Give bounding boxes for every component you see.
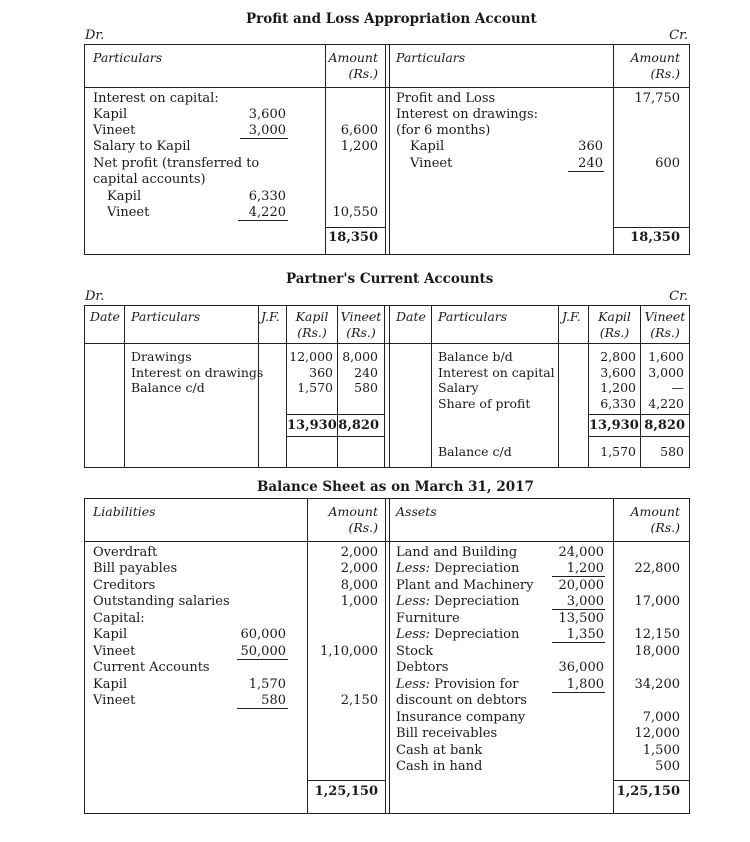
bs-dep-label: Depreciation xyxy=(434,627,520,642)
pl-title: Profit and Loss Appropriation Account xyxy=(246,11,537,27)
pl-vineet-np-label: Vineet xyxy=(107,205,150,220)
pc-v-6 xyxy=(389,305,390,467)
pc-right-kapil-rs: (Rs.) xyxy=(599,325,630,340)
bs-vineet-capital: 50,000 xyxy=(240,644,286,659)
bs-capital-total: 1,10,000 xyxy=(320,644,378,659)
bs-left-total: 1,25,150 xyxy=(314,784,378,799)
pl-dr-label: Dr. xyxy=(85,28,105,43)
pl-left-rs-header: (Rs.) xyxy=(348,66,378,81)
bs-plant-dep-underline xyxy=(552,609,605,610)
pl-interest-total: 6,600 xyxy=(340,123,378,138)
bs-bills-payable-label: Bill payables xyxy=(93,561,178,576)
pc-right-row-vineet: 3,000 xyxy=(648,365,684,380)
bs-insurance-label: Insurance company xyxy=(396,710,526,725)
pc-left-row-vineet: 8,000 xyxy=(342,349,378,364)
pc-left-row-vineet: 580 xyxy=(354,380,378,395)
bs-furniture-net: 12,150 xyxy=(634,627,680,642)
pc-right-jf-header: J.F. xyxy=(562,309,581,324)
bs-capital-label: Capital: xyxy=(93,611,145,626)
pl-right-total: 18,350 xyxy=(630,230,680,245)
bs-kapil-current: 1,570 xyxy=(248,677,286,692)
pc-right-row-vineet: 4,220 xyxy=(648,396,684,411)
pl-vineet-np: 4,220 xyxy=(248,205,286,220)
bs-vineet-capital-underline xyxy=(237,659,288,660)
bs-land-dep-amount: 1,200 xyxy=(566,561,604,576)
pc-right-balance-label: Balance c/d xyxy=(438,444,512,459)
bs-current-total: 2,150 xyxy=(340,693,378,708)
bs-debtors-amount: 36,000 xyxy=(558,660,604,675)
pc-right-row-label: Interest on capital xyxy=(438,365,555,380)
pc-left-particulars-header: Particulars xyxy=(131,309,201,324)
bs-kapil-capital-label: Kapil xyxy=(93,627,128,642)
pl-left-amount-header: Amount xyxy=(328,50,378,65)
pc-header-rule xyxy=(84,343,690,344)
pl-mid-line xyxy=(385,44,386,254)
pl-bottom-rule xyxy=(84,254,690,255)
pl-kapil-np: 6,330 xyxy=(248,189,286,204)
bs-plant-net: 17,000 xyxy=(634,594,680,609)
pc-right-row-vineet: 1,600 xyxy=(648,349,684,364)
pl-header-rule xyxy=(84,87,690,88)
pc-right-vineet-header: Vineet xyxy=(644,309,686,324)
bs-plant-dep-amount: 3,000 xyxy=(566,594,604,609)
pl-kapil-interest: 3,600 xyxy=(248,107,286,122)
bs-bills-receivable-label: Bill receivables xyxy=(396,726,498,741)
pc-right-row-kapil: 1,200 xyxy=(600,380,636,395)
pc-right-kapil-header: Kapil xyxy=(598,309,631,324)
bs-outstanding-amount: 1,000 xyxy=(340,594,378,609)
bs-left-total-top xyxy=(307,780,386,781)
pl-net-profit-label: Net profit (transferred to xyxy=(93,156,260,171)
pc-v-7 xyxy=(431,305,432,467)
pc-right-row-label: Salary xyxy=(438,380,479,395)
bs-plant-dep-label xyxy=(396,594,519,610)
bs-debtors-label: Debtors xyxy=(396,660,449,675)
bs-dep-label: Depreciation xyxy=(434,594,520,609)
bs-vineet-capital-label: Vineet xyxy=(93,644,136,659)
pl-net-profit-label-2: capital accounts) xyxy=(93,172,206,187)
pl-left-particulars-header: Particulars xyxy=(93,50,163,65)
pl-int-drawings-label: Interest on drawings: xyxy=(396,107,539,122)
bs-left-rs-header: (Rs.) xyxy=(348,520,378,535)
pl-left-total-top xyxy=(325,227,386,228)
bs-creditors-amount: 8,000 xyxy=(340,578,378,593)
bs-cash-hand-label: Cash in hand xyxy=(396,759,483,774)
bs-outstanding-label: Outstanding salaries xyxy=(93,594,230,609)
pc-bottom-rule xyxy=(84,467,690,468)
pc-v-1 xyxy=(124,305,125,467)
bs-provision-label xyxy=(396,677,519,693)
bs-left-amount-header: Amount xyxy=(328,504,378,519)
pl-kapil-np-label: Kapil xyxy=(107,189,142,204)
pc-title: Partner's Current Accounts xyxy=(286,271,494,287)
pc-left-vineet-rs: (Rs.) xyxy=(346,325,376,340)
bs-left-border xyxy=(84,498,85,813)
pc-right-total-vineet: 8,820 xyxy=(644,418,685,433)
pc-right-balance-vineet: 580 xyxy=(660,444,684,459)
bs-header-rule xyxy=(84,541,690,542)
bs-bottom-rule xyxy=(84,813,690,814)
pc-left-jf-header: J.F. xyxy=(261,309,280,324)
pc-right-balance-kapil: 1,570 xyxy=(600,444,636,459)
pl-right-kapil-amount: 360 xyxy=(578,139,603,154)
bs-vineet-current: 580 xyxy=(261,693,286,708)
bs-furniture-dep-amount: 1,350 xyxy=(566,627,604,642)
pc-right-row-kapil: 2,800 xyxy=(600,349,636,364)
pc-left-date-header: Date xyxy=(90,309,120,324)
bs-right-amount-header: Amount xyxy=(630,504,680,519)
pc-right-row-vineet: — xyxy=(671,380,684,395)
pc-right-row-label: Balance b/d xyxy=(438,349,513,364)
pl-profit-loss-label: Profit and Loss xyxy=(396,91,496,106)
pl-right-vineet-amount: 240 xyxy=(578,156,603,171)
bs-provision-text: Provision for xyxy=(434,677,519,692)
pc-v-11 xyxy=(689,305,690,467)
pc-left-kapil-rs: (Rs.) xyxy=(297,325,327,340)
bs-mid-line xyxy=(385,498,386,813)
bs-overdraft-label: Overdraft xyxy=(93,545,158,560)
pc-left-vineet-header: Vineet xyxy=(340,309,382,324)
pc-right-total-bottom xyxy=(588,436,690,437)
pl-top-rule xyxy=(84,44,690,45)
bs-cash-bank-label: Cash at bank xyxy=(396,743,483,758)
pl-kapil-label: Kapil xyxy=(93,107,128,122)
pl-np-total: 10,550 xyxy=(332,205,378,220)
pl-right-rs-header: (Rs.) xyxy=(650,66,680,81)
pl-left-border xyxy=(84,44,85,254)
bs-less-label: Less: xyxy=(396,594,431,609)
bs-bills-payable-amount: 2,000 xyxy=(340,561,378,576)
pc-right-total-top xyxy=(588,414,690,415)
pl-mid-line-2 xyxy=(389,44,390,254)
pl-vineet-interest-underline xyxy=(240,138,288,139)
pl-interest-capital-label: Interest on capital: xyxy=(93,91,219,106)
bs-land-dep-label xyxy=(396,561,519,577)
pc-left-row-kapil: 1,570 xyxy=(297,380,333,395)
pc-left-row-vineet: 240 xyxy=(354,365,378,380)
bs-title: Balance Sheet as on March 31, 2017 xyxy=(257,479,534,495)
pc-left-row-kapil: 12,000 xyxy=(289,349,333,364)
pl-salary-label: Salary to Kapil xyxy=(93,139,191,154)
bs-kapil-current-label: Kapil xyxy=(93,677,128,692)
bs-right-border xyxy=(689,498,690,813)
bs-kapil-capital: 60,000 xyxy=(240,627,286,642)
pc-left-row-label: Balance c/d xyxy=(131,380,205,395)
pc-left-total-bottom xyxy=(286,436,385,437)
bs-cash-hand-amount: 500 xyxy=(655,759,680,774)
bs-overdraft-amount: 2,000 xyxy=(340,545,378,560)
bs-mid-line-2 xyxy=(389,498,390,813)
pc-right-row-kapil: 3,600 xyxy=(600,365,636,380)
bs-cash-bank-amount: 1,500 xyxy=(642,743,680,758)
bs-top-rule xyxy=(84,498,690,499)
pl-right-kapil-label: Kapil xyxy=(410,139,445,154)
bs-furniture-label: Furniture xyxy=(396,611,460,626)
bs-less-label: Less: xyxy=(396,561,431,576)
pc-right-row-label: Share of profit xyxy=(438,396,531,411)
pc-cr-label: Cr. xyxy=(669,289,688,304)
bs-vineet-current-label: Vineet xyxy=(93,693,136,708)
pl-vineet-label: Vineet xyxy=(93,123,136,138)
pc-left-row-label: Drawings xyxy=(131,349,192,364)
pc-left-kapil-header: Kapil xyxy=(295,309,329,324)
bs-furniture-dep-label xyxy=(396,627,519,643)
pc-left-total-kapil: 13,930 xyxy=(287,418,337,433)
bs-less-label: Less: xyxy=(396,677,431,692)
pl-months-label: (for 6 months) xyxy=(396,123,491,138)
bs-furniture-amount: 13,500 xyxy=(558,611,604,626)
pl-right-border xyxy=(689,44,690,254)
bs-discount-label: discount on debtors xyxy=(396,693,527,708)
pc-right-row-kapil: 6,330 xyxy=(600,396,636,411)
bs-right-total: 1,25,150 xyxy=(616,784,680,799)
bs-creditors-label: Creditors xyxy=(93,578,156,593)
bs-less-label: Less: xyxy=(396,627,431,642)
bs-plant-label: Plant and Machinery xyxy=(396,578,534,593)
pc-v-2 xyxy=(258,305,259,467)
pc-top-rule xyxy=(84,305,690,306)
pc-v-8 xyxy=(558,305,559,467)
pl-right-vineet-label: Vineet xyxy=(410,156,453,171)
pl-right-particulars-header: Particulars xyxy=(396,50,466,65)
bs-land-dep-underline xyxy=(552,576,605,577)
pc-right-total-kapil: 13,930 xyxy=(589,418,639,433)
pc-left-row-label: Interest on drawings xyxy=(131,365,264,380)
bs-provision-underline xyxy=(552,692,605,693)
bs-provision-amount: 1,800 xyxy=(566,677,604,692)
pl-vineet-interest: 3,000 xyxy=(248,123,286,138)
bs-dep-label: Depreciation xyxy=(434,561,520,576)
pc-v-5 xyxy=(384,305,385,467)
bs-stock-label: Stock xyxy=(396,644,434,659)
pl-right-total-top xyxy=(613,227,690,228)
bs-current-accounts-label: Current Accounts xyxy=(93,660,210,675)
pl-drawings-total: 600 xyxy=(655,156,680,171)
bs-right-total-top xyxy=(613,780,690,781)
bs-plant-amount: 20,000 xyxy=(558,578,604,593)
bs-bills-receivable-amount: 12,000 xyxy=(634,726,680,741)
pl-right-vineet-underline xyxy=(568,171,604,172)
pc-right-date-header: Date xyxy=(396,309,426,324)
bs-land-net: 22,800 xyxy=(634,561,680,576)
pc-right-particulars-header: Particulars xyxy=(438,309,508,324)
bs-assets-header: Assets xyxy=(396,504,437,519)
pc-left-total-top xyxy=(286,414,385,415)
bs-vineet-current-underline xyxy=(237,708,288,709)
bs-right-rs-header: (Rs.) xyxy=(650,520,680,535)
pl-salary-amount: 1,200 xyxy=(340,139,378,154)
pc-left-total-vineet: 8,820 xyxy=(338,418,379,433)
pl-right-amount-header: Amount xyxy=(630,50,680,65)
bs-furniture-dep-underline xyxy=(552,642,605,643)
bs-land-label: Land and Building xyxy=(396,545,518,560)
bs-debtors-net: 34,200 xyxy=(634,677,680,692)
pl-vineet-np-underline xyxy=(238,220,288,221)
bs-insurance-amount: 7,000 xyxy=(642,710,680,725)
pl-left-total: 18,350 xyxy=(328,230,378,245)
bs-stock-amount: 18,000 xyxy=(634,644,680,659)
pl-cr-label: Cr. xyxy=(669,28,688,43)
pc-dr-label: Dr. xyxy=(85,289,105,304)
pc-v-0 xyxy=(84,305,85,467)
bs-liabilities-header: Liabilities xyxy=(93,504,156,519)
pl-profit-loss-amount: 17,750 xyxy=(634,91,680,106)
pc-left-row-kapil: 360 xyxy=(309,365,333,380)
pc-right-vineet-rs: (Rs.) xyxy=(650,325,680,340)
bs-land-amount: 24,000 xyxy=(558,545,604,560)
